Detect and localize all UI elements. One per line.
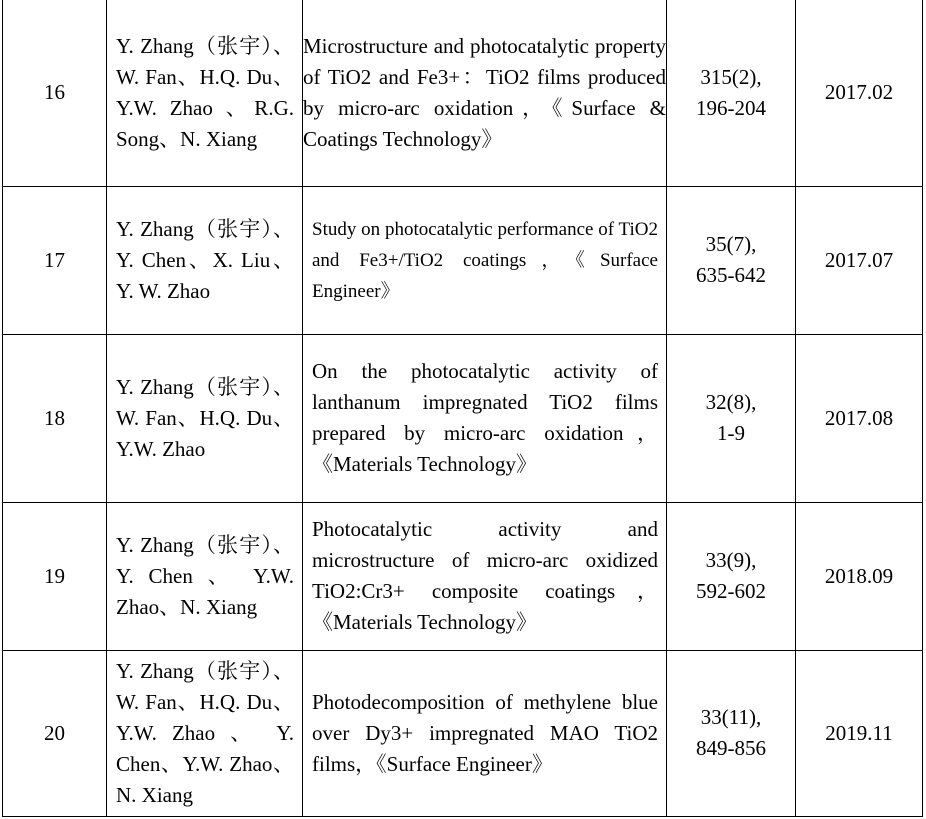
title-text: Photodecomposition of methylene blue over Dy3+ impregnated MAO TiO2 films，《Surface Engineer》	[312, 689, 658, 776]
row-number: 16	[3, 0, 107, 186]
title-text: Study on photocatalytic performance of TiO2 and Fe3+/TiO2 coatings，《Surface Engineer》	[312, 218, 658, 302]
authors-cell	[107, 502, 303, 650]
volume-text: 35(7),	[705, 232, 757, 256]
title-cell	[303, 0, 667, 186]
row-number: 19	[3, 502, 107, 650]
authors-text: Y. Zhang（张宇）、W. Fan、H.Q. Du、Y.W. Zhao 、R.G. Song、N. Xiang	[116, 33, 294, 151]
table-row	[3, 334, 923, 502]
table-row	[3, 0, 923, 186]
title-text: On the photocatalytic activity of lanthanum impregnated TiO2 films prepared by micro-arc oxidation，《Materials Technology》	[312, 359, 658, 476]
volume-text: 33(9),	[705, 548, 757, 572]
title-cell	[303, 650, 667, 816]
authors-text: Y. Zhang（张宇）、W. Fan、H.Q. Du、Y.W. Zhao 、 Y. Chen、Y.W. Zhao、N. Xiang	[116, 658, 294, 807]
publications-table	[2, 0, 923, 817]
row-number: 18	[3, 334, 107, 502]
volume-pages-cell	[667, 0, 796, 186]
title-text: Photocatalytic activity and microstructure of micro-arc oxidized TiO2:Cr3+ composite coatings，《Materials Technology》	[312, 517, 658, 634]
title-cell	[303, 334, 667, 502]
authors-text: Y. Zhang（张宇）、Y. Chen 、 Y.W. Zhao、N. Xiang	[116, 532, 294, 619]
date-cell: 2018.09	[796, 502, 923, 650]
authors-cell	[107, 334, 303, 502]
table-row	[3, 186, 923, 334]
date-cell: 2017.08	[796, 334, 923, 502]
volume-pages-cell	[667, 650, 796, 816]
pages-text: 592-602	[696, 579, 766, 603]
pages-text: 635-642	[696, 263, 766, 287]
row-number: 20	[3, 650, 107, 816]
date-cell: 2019.11	[796, 650, 923, 816]
volume-pages-cell	[667, 502, 796, 650]
authors-text: Y. Zhang（张宇）、W. Fan、H.Q. Du、Y.W. Zhao	[116, 374, 294, 461]
title-text: Microstructure and photocatalytic property of TiO2 and Fe3+：TiO2 films produced by micro-arc oxidation，《Surface & Coatings Technology》	[303, 33, 666, 151]
authors-cell	[107, 186, 303, 334]
volume-text: 315(2),	[700, 64, 762, 89]
pages-text: 196-204	[696, 95, 766, 120]
date-cell: 2017.07	[796, 186, 923, 334]
volume-pages-cell	[667, 334, 796, 502]
volume-pages-cell	[667, 186, 796, 334]
volume-text: 33(11),	[700, 705, 762, 729]
pages-text: 849-856	[696, 736, 766, 760]
title-cell	[303, 502, 667, 650]
authors-text: Y. Zhang（张宇）、Y. Chen、X. Liu、Y. W. Zhao	[116, 216, 294, 303]
table-row	[3, 502, 923, 650]
pages-text: 1-9	[717, 421, 745, 445]
authors-cell	[107, 0, 303, 186]
date-cell: 2017.02	[796, 0, 923, 186]
title-cell	[303, 186, 667, 334]
authors-cell	[107, 650, 303, 816]
table-row	[3, 650, 923, 816]
volume-text: 32(8),	[705, 390, 757, 414]
row-number: 17	[3, 186, 107, 334]
